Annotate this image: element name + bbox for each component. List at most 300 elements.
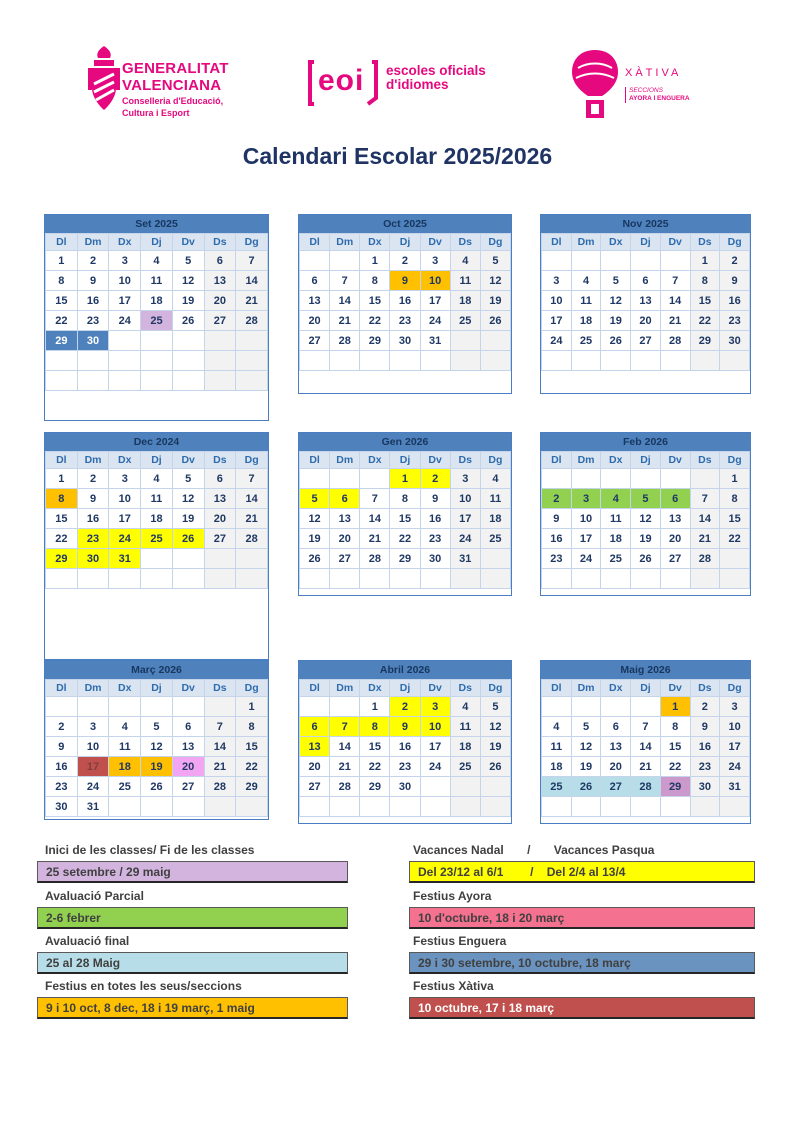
day-cell: 1 <box>660 697 690 717</box>
day-cell: 24 <box>542 331 572 351</box>
day-cell: 25 <box>141 311 173 331</box>
empty-cell <box>236 569 268 589</box>
day-cell: 31 <box>109 549 141 569</box>
day-cell: 4 <box>571 271 601 291</box>
week-row <box>46 371 268 391</box>
empty-cell <box>690 469 720 489</box>
month-title: Abril 2026 <box>299 661 511 679</box>
empty-cell <box>571 351 601 371</box>
day-cell: 15 <box>690 291 720 311</box>
empty-cell <box>480 351 510 371</box>
day-cell: 12 <box>601 291 631 311</box>
week-row <box>46 737 268 757</box>
weekday-header: Dv <box>172 234 204 251</box>
empty-cell <box>109 351 141 371</box>
day-cell: 6 <box>300 717 330 737</box>
empty-cell <box>601 251 631 271</box>
day-cell: 15 <box>720 509 750 529</box>
week-row <box>300 529 511 549</box>
empty-cell <box>601 569 631 589</box>
day-cell: 23 <box>390 757 420 777</box>
day-cell: 14 <box>330 737 360 757</box>
day-cell: 20 <box>172 757 204 777</box>
generalitat-emblem-icon <box>88 44 120 116</box>
empty-cell <box>236 797 268 817</box>
day-cell: 29 <box>360 777 390 797</box>
day-cell: 3 <box>542 271 572 291</box>
day-cell: 25 <box>450 311 480 331</box>
day-cell: 2 <box>390 251 420 271</box>
day-cell: 19 <box>172 291 204 311</box>
weekday-header: Dx <box>601 234 631 251</box>
weekday-header: Ds <box>450 452 480 469</box>
weekday-header: Ds <box>204 452 236 469</box>
day-cell: 6 <box>601 717 631 737</box>
day-cell: 8 <box>46 489 78 509</box>
day-cell: 23 <box>46 777 78 797</box>
day-cell: 2 <box>690 697 720 717</box>
day-cell: 13 <box>204 271 236 291</box>
day-cell: 30 <box>46 797 78 817</box>
legend-value: 2-6 febrer <box>37 907 348 929</box>
weekday-header: Dm <box>571 234 601 251</box>
empty-cell <box>631 469 661 489</box>
day-cell: 4 <box>141 469 173 489</box>
day-cell: 12 <box>480 271 510 291</box>
empty-cell <box>109 697 141 717</box>
empty-cell <box>542 251 572 271</box>
week-row <box>300 489 511 509</box>
legend-label: Vacances Nadal / Vacances Pasqua <box>413 843 655 857</box>
day-cell: 8 <box>360 717 390 737</box>
weekday-header: Dg <box>480 234 510 251</box>
week-row <box>300 797 511 817</box>
month-title: Dec 2024 <box>45 433 268 451</box>
day-cell: 26 <box>141 777 173 797</box>
weekday-header: Dv <box>172 680 204 697</box>
day-cell: 2 <box>542 489 572 509</box>
day-cell: 20 <box>204 509 236 529</box>
day-cell: 10 <box>450 489 480 509</box>
day-cell: 10 <box>109 271 141 291</box>
weekday-header: Dv <box>420 452 450 469</box>
day-cell: 19 <box>601 311 631 331</box>
empty-cell <box>542 469 572 489</box>
empty-cell <box>109 797 141 817</box>
legend-label: Festius Ayora <box>413 889 492 903</box>
day-cell: 11 <box>542 737 572 757</box>
day-cell: 14 <box>660 291 690 311</box>
weekday-header: Dj <box>141 680 173 697</box>
weekday-header: Dg <box>236 680 268 697</box>
weekday-header: Dl <box>46 234 78 251</box>
day-cell: 27 <box>300 331 330 351</box>
eoi-line2: d'idiomes <box>386 77 449 92</box>
day-cell: 6 <box>631 271 661 291</box>
week-row <box>300 331 511 351</box>
day-cell: 28 <box>236 529 268 549</box>
week-row <box>542 549 750 569</box>
empty-cell <box>204 697 236 717</box>
day-cell: 8 <box>690 271 720 291</box>
empty-cell <box>300 251 330 271</box>
day-cell: 6 <box>330 489 360 509</box>
day-cell: 18 <box>601 529 631 549</box>
weekday-header: Dm <box>330 234 360 251</box>
month-grid <box>299 233 511 371</box>
day-cell: 17 <box>420 737 450 757</box>
day-cell: 16 <box>46 757 78 777</box>
day-cell: 29 <box>46 331 78 351</box>
month-title: Nov 2025 <box>541 215 750 233</box>
week-row <box>46 697 268 717</box>
weekday-header: Dg <box>720 680 750 697</box>
day-cell: 10 <box>420 271 450 291</box>
empty-cell <box>46 351 78 371</box>
day-cell: 7 <box>330 271 360 291</box>
day-cell: 26 <box>172 311 204 331</box>
weekday-header: Dm <box>77 234 109 251</box>
empty-cell <box>330 797 360 817</box>
weekday-header: Dl <box>542 234 572 251</box>
legend-value: 25 al 28 Maig <box>37 952 348 974</box>
empty-cell <box>571 697 601 717</box>
day-cell: 29 <box>236 777 268 797</box>
day-cell: 2 <box>420 469 450 489</box>
month-grid <box>541 451 750 589</box>
empty-cell <box>141 797 173 817</box>
month-grid <box>45 233 268 391</box>
month-calendar <box>44 660 269 820</box>
day-cell: 14 <box>236 271 268 291</box>
day-cell: 17 <box>571 529 601 549</box>
day-cell: 2 <box>720 251 750 271</box>
generalitat-text <box>122 60 229 118</box>
day-cell: 16 <box>390 291 420 311</box>
weekday-header: Dx <box>360 452 390 469</box>
legend-label: Avaluació Parcial <box>45 889 144 903</box>
week-row <box>542 697 750 717</box>
empty-cell <box>601 697 631 717</box>
day-cell: 29 <box>660 777 690 797</box>
day-cell: 16 <box>420 509 450 529</box>
weekday-header: Dv <box>660 452 690 469</box>
xativa-balloon-icon <box>570 48 620 120</box>
day-cell: 26 <box>172 529 204 549</box>
empty-cell <box>360 797 390 817</box>
empty-cell <box>141 371 173 391</box>
day-cell: 7 <box>330 717 360 737</box>
day-cell: 18 <box>141 291 173 311</box>
legend-label: Inici de les classes/ Fi de les classes <box>45 843 255 857</box>
day-cell: 16 <box>77 509 109 529</box>
day-cell: 27 <box>330 549 360 569</box>
day-cell: 10 <box>109 489 141 509</box>
day-cell: 6 <box>204 251 236 271</box>
day-cell: 3 <box>77 717 109 737</box>
empty-cell <box>236 331 268 351</box>
weekday-header: Dx <box>109 234 141 251</box>
day-cell: 19 <box>300 529 330 549</box>
day-cell: 29 <box>690 331 720 351</box>
day-cell: 19 <box>141 757 173 777</box>
day-cell: 25 <box>542 777 572 797</box>
empty-cell <box>631 251 661 271</box>
empty-cell <box>690 569 720 589</box>
empty-cell <box>601 469 631 489</box>
week-row <box>46 311 268 331</box>
weekday-header: Ds <box>450 680 480 697</box>
empty-cell <box>660 797 690 817</box>
day-cell: 11 <box>450 717 480 737</box>
day-cell: 22 <box>46 529 78 549</box>
empty-cell <box>300 697 330 717</box>
empty-cell <box>360 469 390 489</box>
weekday-header: Dl <box>300 452 330 469</box>
day-cell: 23 <box>390 311 420 331</box>
day-cell: 4 <box>601 489 631 509</box>
weekday-header: Dv <box>172 452 204 469</box>
empty-cell <box>204 797 236 817</box>
day-cell: 9 <box>77 271 109 291</box>
day-cell: 7 <box>660 271 690 291</box>
weekday-header: Dg <box>720 452 750 469</box>
day-cell: 13 <box>631 291 661 311</box>
day-cell: 10 <box>571 509 601 529</box>
day-cell: 9 <box>390 717 420 737</box>
legend-label: Festius Xàtiva <box>413 979 494 993</box>
day-cell: 2 <box>46 717 78 737</box>
day-cell: 28 <box>690 549 720 569</box>
empty-cell <box>46 697 78 717</box>
day-cell: 13 <box>300 291 330 311</box>
empty-cell <box>109 569 141 589</box>
empty-cell <box>390 569 420 589</box>
legend-value: 10 octubre, 17 i 18 març <box>409 997 755 1019</box>
day-cell: 9 <box>720 271 750 291</box>
day-cell: 15 <box>660 737 690 757</box>
month-grid <box>541 233 750 371</box>
weekday-header: Dg <box>236 452 268 469</box>
month-calendar <box>540 432 751 596</box>
empty-cell <box>236 351 268 371</box>
week-row <box>46 777 268 797</box>
day-cell: 26 <box>571 777 601 797</box>
empty-cell <box>450 777 480 797</box>
weekday-header: Dm <box>571 452 601 469</box>
empty-cell <box>172 797 204 817</box>
day-cell: 22 <box>360 757 390 777</box>
day-cell: 7 <box>690 489 720 509</box>
empty-cell <box>172 569 204 589</box>
empty-cell <box>450 351 480 371</box>
weekday-header: Dj <box>141 234 173 251</box>
empty-cell <box>390 797 420 817</box>
week-row <box>46 797 268 817</box>
empty-cell <box>204 549 236 569</box>
empty-cell <box>330 697 360 717</box>
day-cell: 14 <box>690 509 720 529</box>
weekday-header: Dx <box>601 680 631 697</box>
day-cell: 10 <box>720 717 750 737</box>
empty-cell <box>480 331 510 351</box>
week-row <box>300 509 511 529</box>
day-cell: 6 <box>204 469 236 489</box>
month-title: Set 2025 <box>45 215 268 233</box>
day-cell: 27 <box>204 311 236 331</box>
legend-value: 10 d'octubre, 18 i 20 març <box>409 907 755 929</box>
day-cell: 31 <box>420 331 450 351</box>
day-cell: 5 <box>141 717 173 737</box>
week-row <box>300 291 511 311</box>
week-row <box>300 569 511 589</box>
weekday-header: Dx <box>109 452 141 469</box>
day-cell: 9 <box>46 737 78 757</box>
day-cell: 17 <box>109 509 141 529</box>
day-cell: 26 <box>300 549 330 569</box>
day-cell: 14 <box>360 509 390 529</box>
day-cell: 12 <box>631 509 661 529</box>
day-cell: 8 <box>46 271 78 291</box>
day-cell: 21 <box>236 291 268 311</box>
legend-label: Avaluació final <box>45 934 130 948</box>
day-cell: 5 <box>172 251 204 271</box>
weekday-header: Ds <box>204 680 236 697</box>
empty-cell <box>204 351 236 371</box>
empty-cell <box>571 251 601 271</box>
empty-cell <box>330 351 360 371</box>
day-cell: 30 <box>77 331 109 351</box>
day-cell: 1 <box>360 251 390 271</box>
day-cell: 11 <box>141 489 173 509</box>
day-cell: 22 <box>390 529 420 549</box>
week-row <box>46 271 268 291</box>
day-cell: 28 <box>330 777 360 797</box>
week-row <box>542 757 750 777</box>
day-cell: 23 <box>77 311 109 331</box>
day-cell: 13 <box>601 737 631 757</box>
weekday-header: Dl <box>542 452 572 469</box>
day-cell: 11 <box>109 737 141 757</box>
empty-cell <box>660 351 690 371</box>
day-cell: 16 <box>542 529 572 549</box>
week-row <box>542 717 750 737</box>
day-cell: 8 <box>390 489 420 509</box>
xativa-text <box>625 67 690 103</box>
week-row <box>300 549 511 569</box>
empty-cell <box>172 549 204 569</box>
month-title: Oct 2025 <box>299 215 511 233</box>
week-row <box>300 351 511 371</box>
day-cell: 15 <box>46 291 78 311</box>
empty-cell <box>172 371 204 391</box>
day-cell: 5 <box>480 251 510 271</box>
day-cell: 21 <box>690 529 720 549</box>
month-grid <box>541 679 750 817</box>
day-cell: 6 <box>300 271 330 291</box>
day-cell: 3 <box>720 697 750 717</box>
xativa-subtitle <box>625 87 690 103</box>
day-cell: 21 <box>236 509 268 529</box>
week-row <box>542 251 750 271</box>
day-cell: 20 <box>601 757 631 777</box>
day-cell: 5 <box>601 271 631 291</box>
week-row <box>46 469 268 489</box>
day-cell: 19 <box>480 291 510 311</box>
week-row <box>300 311 511 331</box>
day-cell: 18 <box>450 291 480 311</box>
day-cell: 1 <box>46 251 78 271</box>
day-cell: 7 <box>360 489 390 509</box>
weekday-header: Dm <box>330 452 360 469</box>
day-cell: 14 <box>330 291 360 311</box>
day-cell: 4 <box>480 469 510 489</box>
day-cell: 30 <box>420 549 450 569</box>
day-cell: 14 <box>236 489 268 509</box>
day-cell: 9 <box>77 489 109 509</box>
day-cell: 18 <box>450 737 480 757</box>
weekday-header: Dv <box>420 680 450 697</box>
legend-value: 25 setembre / 29 maig <box>37 861 348 883</box>
week-row <box>46 549 268 569</box>
empty-cell <box>300 469 330 489</box>
empty-cell <box>172 351 204 371</box>
empty-cell <box>542 351 572 371</box>
empty-cell <box>420 569 450 589</box>
empty-cell <box>660 251 690 271</box>
day-cell: 21 <box>330 311 360 331</box>
day-cell: 16 <box>720 291 750 311</box>
weekday-header: Dg <box>720 234 750 251</box>
day-cell: 12 <box>571 737 601 757</box>
day-cell: 28 <box>660 331 690 351</box>
weekday-header: Dg <box>480 680 510 697</box>
day-cell: 15 <box>236 737 268 757</box>
week-row <box>542 469 750 489</box>
day-cell: 20 <box>300 757 330 777</box>
week-row <box>46 351 268 371</box>
empty-cell <box>141 351 173 371</box>
day-cell: 8 <box>236 717 268 737</box>
gva-sub1: Conselleria d'Educació, <box>122 96 224 106</box>
day-cell: 27 <box>172 777 204 797</box>
day-cell: 19 <box>631 529 661 549</box>
day-cell: 16 <box>690 737 720 757</box>
day-cell: 19 <box>172 509 204 529</box>
day-cell: 30 <box>77 549 109 569</box>
day-cell: 8 <box>660 717 690 737</box>
day-cell: 31 <box>450 549 480 569</box>
weekday-header: Dv <box>660 234 690 251</box>
month-calendar <box>540 660 751 824</box>
legend-label: Festius Enguera <box>413 934 507 948</box>
empty-cell <box>660 469 690 489</box>
week-row <box>46 529 268 549</box>
week-row <box>542 311 750 331</box>
week-row <box>542 489 750 509</box>
weekday-header: Dv <box>420 234 450 251</box>
week-row <box>542 271 750 291</box>
week-row <box>542 777 750 797</box>
day-cell: 2 <box>77 251 109 271</box>
day-cell: 15 <box>390 509 420 529</box>
week-row <box>300 717 511 737</box>
day-cell: 24 <box>571 549 601 569</box>
empty-cell <box>542 697 572 717</box>
empty-cell <box>690 351 720 371</box>
day-cell: 18 <box>571 311 601 331</box>
empty-cell <box>330 569 360 589</box>
